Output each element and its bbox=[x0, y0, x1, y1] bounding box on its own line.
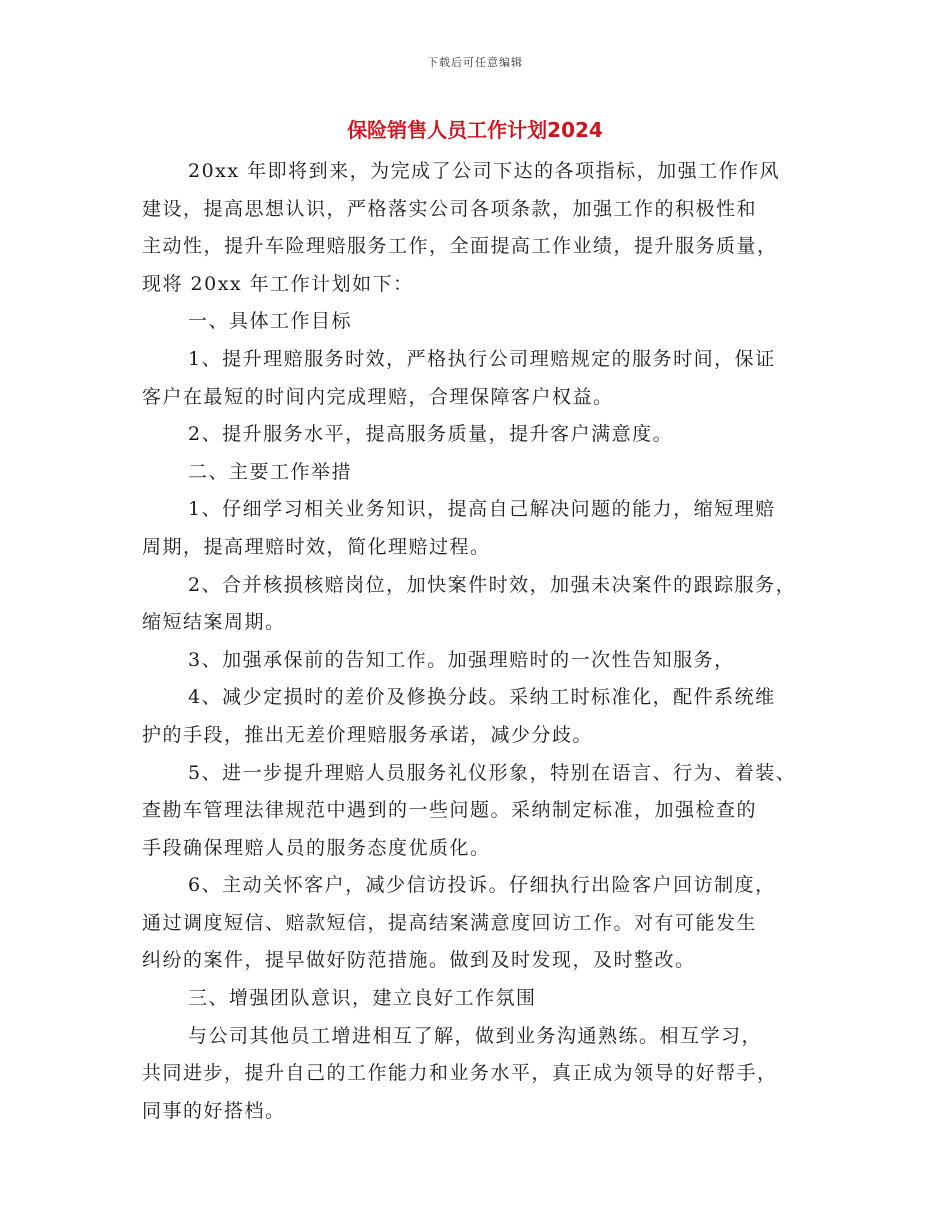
body-line: 主动性，提升车险理赔服务工作，全面提高工作业绩，提升服务质量， bbox=[142, 235, 778, 258]
body-line: 二、主要工作举措 bbox=[188, 460, 353, 483]
body-line: 3、加强承保前的告知工作。加强理赔时的一次性告知服务， bbox=[188, 648, 735, 671]
body-line: 手段确保理赔人员的服务态度优质化。 bbox=[142, 836, 491, 859]
body-line: 查勘车管理法律规范中遇到的一些问题。采纳制定标准，加强检查的 bbox=[142, 799, 758, 822]
body-line: 2、提升服务水平，提高服务质量，提升客户满意度。 bbox=[188, 423, 674, 446]
body-line: 三、增强团队意识，建立良好工作氛围 bbox=[188, 987, 537, 1010]
body-line: 护的手段，推出无差价理赔服务承诺，减少分歧。 bbox=[142, 723, 594, 746]
document-body bbox=[142, 156, 822, 1133]
body-line: 同事的好搭档。 bbox=[142, 1099, 286, 1122]
body-line: 一、具体工作目标 bbox=[188, 310, 353, 333]
body-line: 1、提升理赔服务时效，严格执行公司理赔规定的服务时间，保证 bbox=[188, 347, 776, 370]
body-line: 现将 20xx 年工作计划如下： bbox=[142, 272, 414, 295]
body-line: 1、仔细学习相关业务知识，提高自己解决问题的能力，缩短理赔 bbox=[188, 498, 776, 521]
body-line: 20xx 年即将到来，为完成了公司下达的各项指标，加强工作作风 bbox=[188, 160, 781, 182]
document-title: 保险销售人员工作计划2024 bbox=[347, 118, 603, 142]
body-line: 与公司其他员工增进相互了解，做到业务沟通熟练。相互学习， bbox=[188, 1024, 763, 1047]
body-line: 6、主动关怀客户，减少信访投诉。仔细执行出险客户回访制度， bbox=[188, 874, 776, 897]
body-line: 5、进一步提升理赔人员服务礼仪形象，特别在语言、行为、着装、 bbox=[188, 761, 797, 784]
body-line: 2、合并核损核赔岗位，加快案件时效，加强未决案件的跟踪服务， bbox=[188, 573, 797, 596]
body-line: 建设，提高思想认识，严格落实公司各项条款，加强工作的积极性和 bbox=[142, 197, 758, 220]
body-line: 共同进步，提升自己的工作能力和业务水平，真正成为领导的好帮手， bbox=[142, 1062, 778, 1085]
body-line: 客户在最短的时间内完成理赔，合理保障客户权益。 bbox=[142, 385, 614, 408]
body-line: 通过调度短信、赔款短信，提高结案满意度回访工作。对有可能发生 bbox=[142, 911, 758, 934]
body-line: 周期，提高理赔时效，简化理赔过程。 bbox=[142, 535, 491, 558]
header-note: 下载后可任意编辑 bbox=[427, 56, 523, 69]
body-line: 缩短结案周期。 bbox=[142, 611, 286, 634]
body-line: 4、减少定损时的差价及修换分歧。采纳工时标准化，配件系统维 bbox=[188, 686, 776, 709]
body-line: 纠纷的案件，提早做好防范措施。做到及时发现，及时整改。 bbox=[142, 949, 696, 972]
